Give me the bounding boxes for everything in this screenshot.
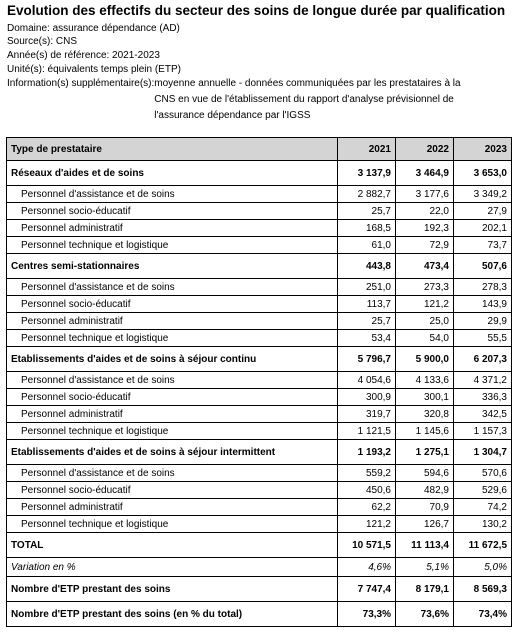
table-row-value: 570,6	[454, 465, 512, 482]
table-row-value: 25,7	[338, 203, 396, 220]
table-row	[7, 499, 512, 516]
section-row-value: 443,8	[338, 254, 396, 279]
total-row-label: TOTAL	[7, 533, 338, 558]
total-row-value: 11 113,4	[396, 533, 454, 558]
table-row	[7, 186, 512, 203]
table-row-value: 278,3	[454, 279, 512, 296]
table-row-value: 3 177,6	[396, 186, 454, 203]
table-row-label: Personnel d'assistance et de soins	[7, 465, 338, 482]
table-row-value: 336,3	[454, 389, 512, 406]
table-row-value: 300,1	[396, 389, 454, 406]
meta-info	[7, 76, 484, 124]
etp-soins-row	[7, 577, 512, 602]
etp-soins-row-label: Nombre d'ETP prestant des soins	[7, 577, 338, 602]
table-row-value: 61,0	[338, 237, 396, 254]
table-row	[7, 296, 512, 313]
header-year: 2023	[454, 138, 512, 161]
table-row-value: 73,7	[454, 237, 512, 254]
table-row-value: 450,6	[338, 482, 396, 499]
table-row-value: 4 054,6	[338, 372, 396, 389]
table-row-value: 251,0	[338, 279, 396, 296]
table-row-value: 121,2	[396, 296, 454, 313]
table-row-value: 300,9	[338, 389, 396, 406]
table-row	[7, 465, 512, 482]
etp-soins-row-value: 8 179,1	[396, 577, 454, 602]
table-row-value: 559,2	[338, 465, 396, 482]
section-row-label: Etablissements d'aides et de soins à séjour intermittent	[7, 440, 338, 465]
table-row-value: 54,0	[396, 330, 454, 347]
table-row-label: Personnel d'assistance et de soins	[7, 186, 338, 203]
table-row-value: 25,7	[338, 313, 396, 330]
table-row-label: Personnel d'assistance et de soins	[7, 372, 338, 389]
table-header-row	[7, 138, 512, 161]
table-row-value: 482,9	[396, 482, 454, 499]
table-row-value: 29,9	[454, 313, 512, 330]
table-row-value: 121,2	[338, 516, 396, 533]
section-row	[7, 161, 512, 186]
table-row-value: 320,8	[396, 406, 454, 423]
meta-info-value: moyenne annuelle - données communiquées par les prestataires à la CNS en vue de l'établissement du rapport d'analyse prévisionnel de l'assurance dépendance par l'IGSS	[154, 78, 461, 121]
meta-domaine: Domaine: assurance dépendance (AD)	[7, 23, 180, 34]
section-row-label: Centres semi-stationnaires	[7, 254, 338, 279]
table-row	[7, 482, 512, 499]
table-row-label: Personnel socio-éducatif	[7, 203, 338, 220]
table-row-label: Personnel technique et logistique	[7, 423, 338, 440]
table-row-value: 126,7	[396, 516, 454, 533]
table-row-value: 130,2	[454, 516, 512, 533]
table-row-label: Personnel socio-éducatif	[7, 389, 338, 406]
table-row	[7, 279, 512, 296]
section-row-label: Etablissements d'aides et de soins à séjour continu	[7, 347, 338, 372]
table-row	[7, 203, 512, 220]
meta-info-label: Information(s) supplémentaire(s):	[7, 78, 155, 89]
total-row-value: 10 571,5	[338, 533, 396, 558]
table-row-value: 74,2	[454, 499, 512, 516]
etp-soins-row-value: 8 569,3	[454, 577, 512, 602]
table-row	[7, 406, 512, 423]
table-row-value: 72,9	[396, 237, 454, 254]
section-row-label: Réseaux d'aides et de soins	[7, 161, 338, 186]
table-row	[7, 389, 512, 406]
table-row-value: 1 121,5	[338, 423, 396, 440]
section-row-value: 5 796,7	[338, 347, 396, 372]
meta-sources: Source(s): CNS	[7, 36, 78, 47]
section-row-value: 5 900,0	[396, 347, 454, 372]
data-table	[6, 137, 512, 627]
table-row	[7, 313, 512, 330]
section-row-value: 6 207,3	[454, 347, 512, 372]
etp-soins-pct-row-value: 73,6%	[396, 602, 454, 627]
variation-row	[7, 558, 512, 577]
table-row-value: 53,4	[338, 330, 396, 347]
table-row-value: 1 145,6	[396, 423, 454, 440]
table-body	[7, 161, 512, 627]
section-row-value: 1 275,1	[396, 440, 454, 465]
table-row	[7, 372, 512, 389]
table-row	[7, 220, 512, 237]
header-year: 2021	[338, 138, 396, 161]
section-row-value: 3 653,0	[454, 161, 512, 186]
table-row-value: 319,7	[338, 406, 396, 423]
table-row-value: 22,0	[396, 203, 454, 220]
table-row-label: Personnel technique et logistique	[7, 237, 338, 254]
table-row	[7, 330, 512, 347]
table-row-value: 143,9	[454, 296, 512, 313]
table-row-label: Personnel administratif	[7, 499, 338, 516]
total-row-value: 11 672,5	[454, 533, 512, 558]
table-row-label: Personnel administratif	[7, 313, 338, 330]
header-year: 2022	[396, 138, 454, 161]
table-row-value: 70,9	[396, 499, 454, 516]
table-row-value: 192,3	[396, 220, 454, 237]
meta-annees: Année(s) de référence: 2021-2023	[7, 50, 160, 61]
table-row-value: 342,5	[454, 406, 512, 423]
table-row-label: Personnel administratif	[7, 406, 338, 423]
etp-soins-pct-row-value: 73,3%	[338, 602, 396, 627]
table-row-value: 4 371,2	[454, 372, 512, 389]
total-row	[7, 533, 512, 558]
table-row-label: Personnel socio-éducatif	[7, 296, 338, 313]
table-row-label: Personnel socio-éducatif	[7, 482, 338, 499]
table-row-value: 4 133,6	[396, 372, 454, 389]
table-row-value: 168,5	[338, 220, 396, 237]
table-row-value: 529,6	[454, 482, 512, 499]
table-row-value: 2 882,7	[338, 186, 396, 203]
table-row-value: 202,1	[454, 220, 512, 237]
table-row-label: Personnel administratif	[7, 220, 338, 237]
table-row-value: 25,0	[396, 313, 454, 330]
table-row-value: 27,9	[454, 203, 512, 220]
section-row-value: 1 193,2	[338, 440, 396, 465]
meta-unites: Unité(s): équivalents temps plein (ETP)	[7, 64, 181, 75]
section-row-value: 507,6	[454, 254, 512, 279]
table-row-value: 62,2	[338, 499, 396, 516]
table-row-value: 3 349,2	[454, 186, 512, 203]
section-row-value: 473,4	[396, 254, 454, 279]
table-row-label: Personnel technique et logistique	[7, 330, 338, 347]
etp-soins-pct-row	[7, 602, 512, 627]
section-row-value: 1 304,7	[454, 440, 512, 465]
table-row	[7, 516, 512, 533]
table-row-value: 594,6	[396, 465, 454, 482]
section-row	[7, 347, 512, 372]
table-row	[7, 237, 512, 254]
table-row-label: Personnel d'assistance et de soins	[7, 279, 338, 296]
section-row-value: 3 137,9	[338, 161, 396, 186]
table-row-value: 1 157,3	[454, 423, 512, 440]
etp-soins-pct-row-label: Nombre d'ETP prestant des soins (en % du total)	[7, 602, 338, 627]
header-type-prestataire: Type de prestataire	[7, 138, 338, 161]
variation-row-value: 5,1%	[396, 558, 454, 577]
section-row	[7, 254, 512, 279]
page-title: Evolution des effectifs du secteur des soins de longue durée par qualification	[7, 3, 506, 18]
section-row	[7, 440, 512, 465]
variation-row-value: 4,6%	[338, 558, 396, 577]
etp-soins-row-value: 7 747,4	[338, 577, 396, 602]
table-row-label: Personnel technique et logistique	[7, 516, 338, 533]
section-row-value: 3 464,9	[396, 161, 454, 186]
table-row-value: 55,5	[454, 330, 512, 347]
table-row-value: 113,7	[338, 296, 396, 313]
variation-row-value: 5,0%	[454, 558, 512, 577]
table-row	[7, 423, 512, 440]
etp-soins-pct-row-value: 73,4%	[454, 602, 512, 627]
table-row-value: 273,3	[396, 279, 454, 296]
variation-row-label: Variation en %	[7, 558, 338, 577]
